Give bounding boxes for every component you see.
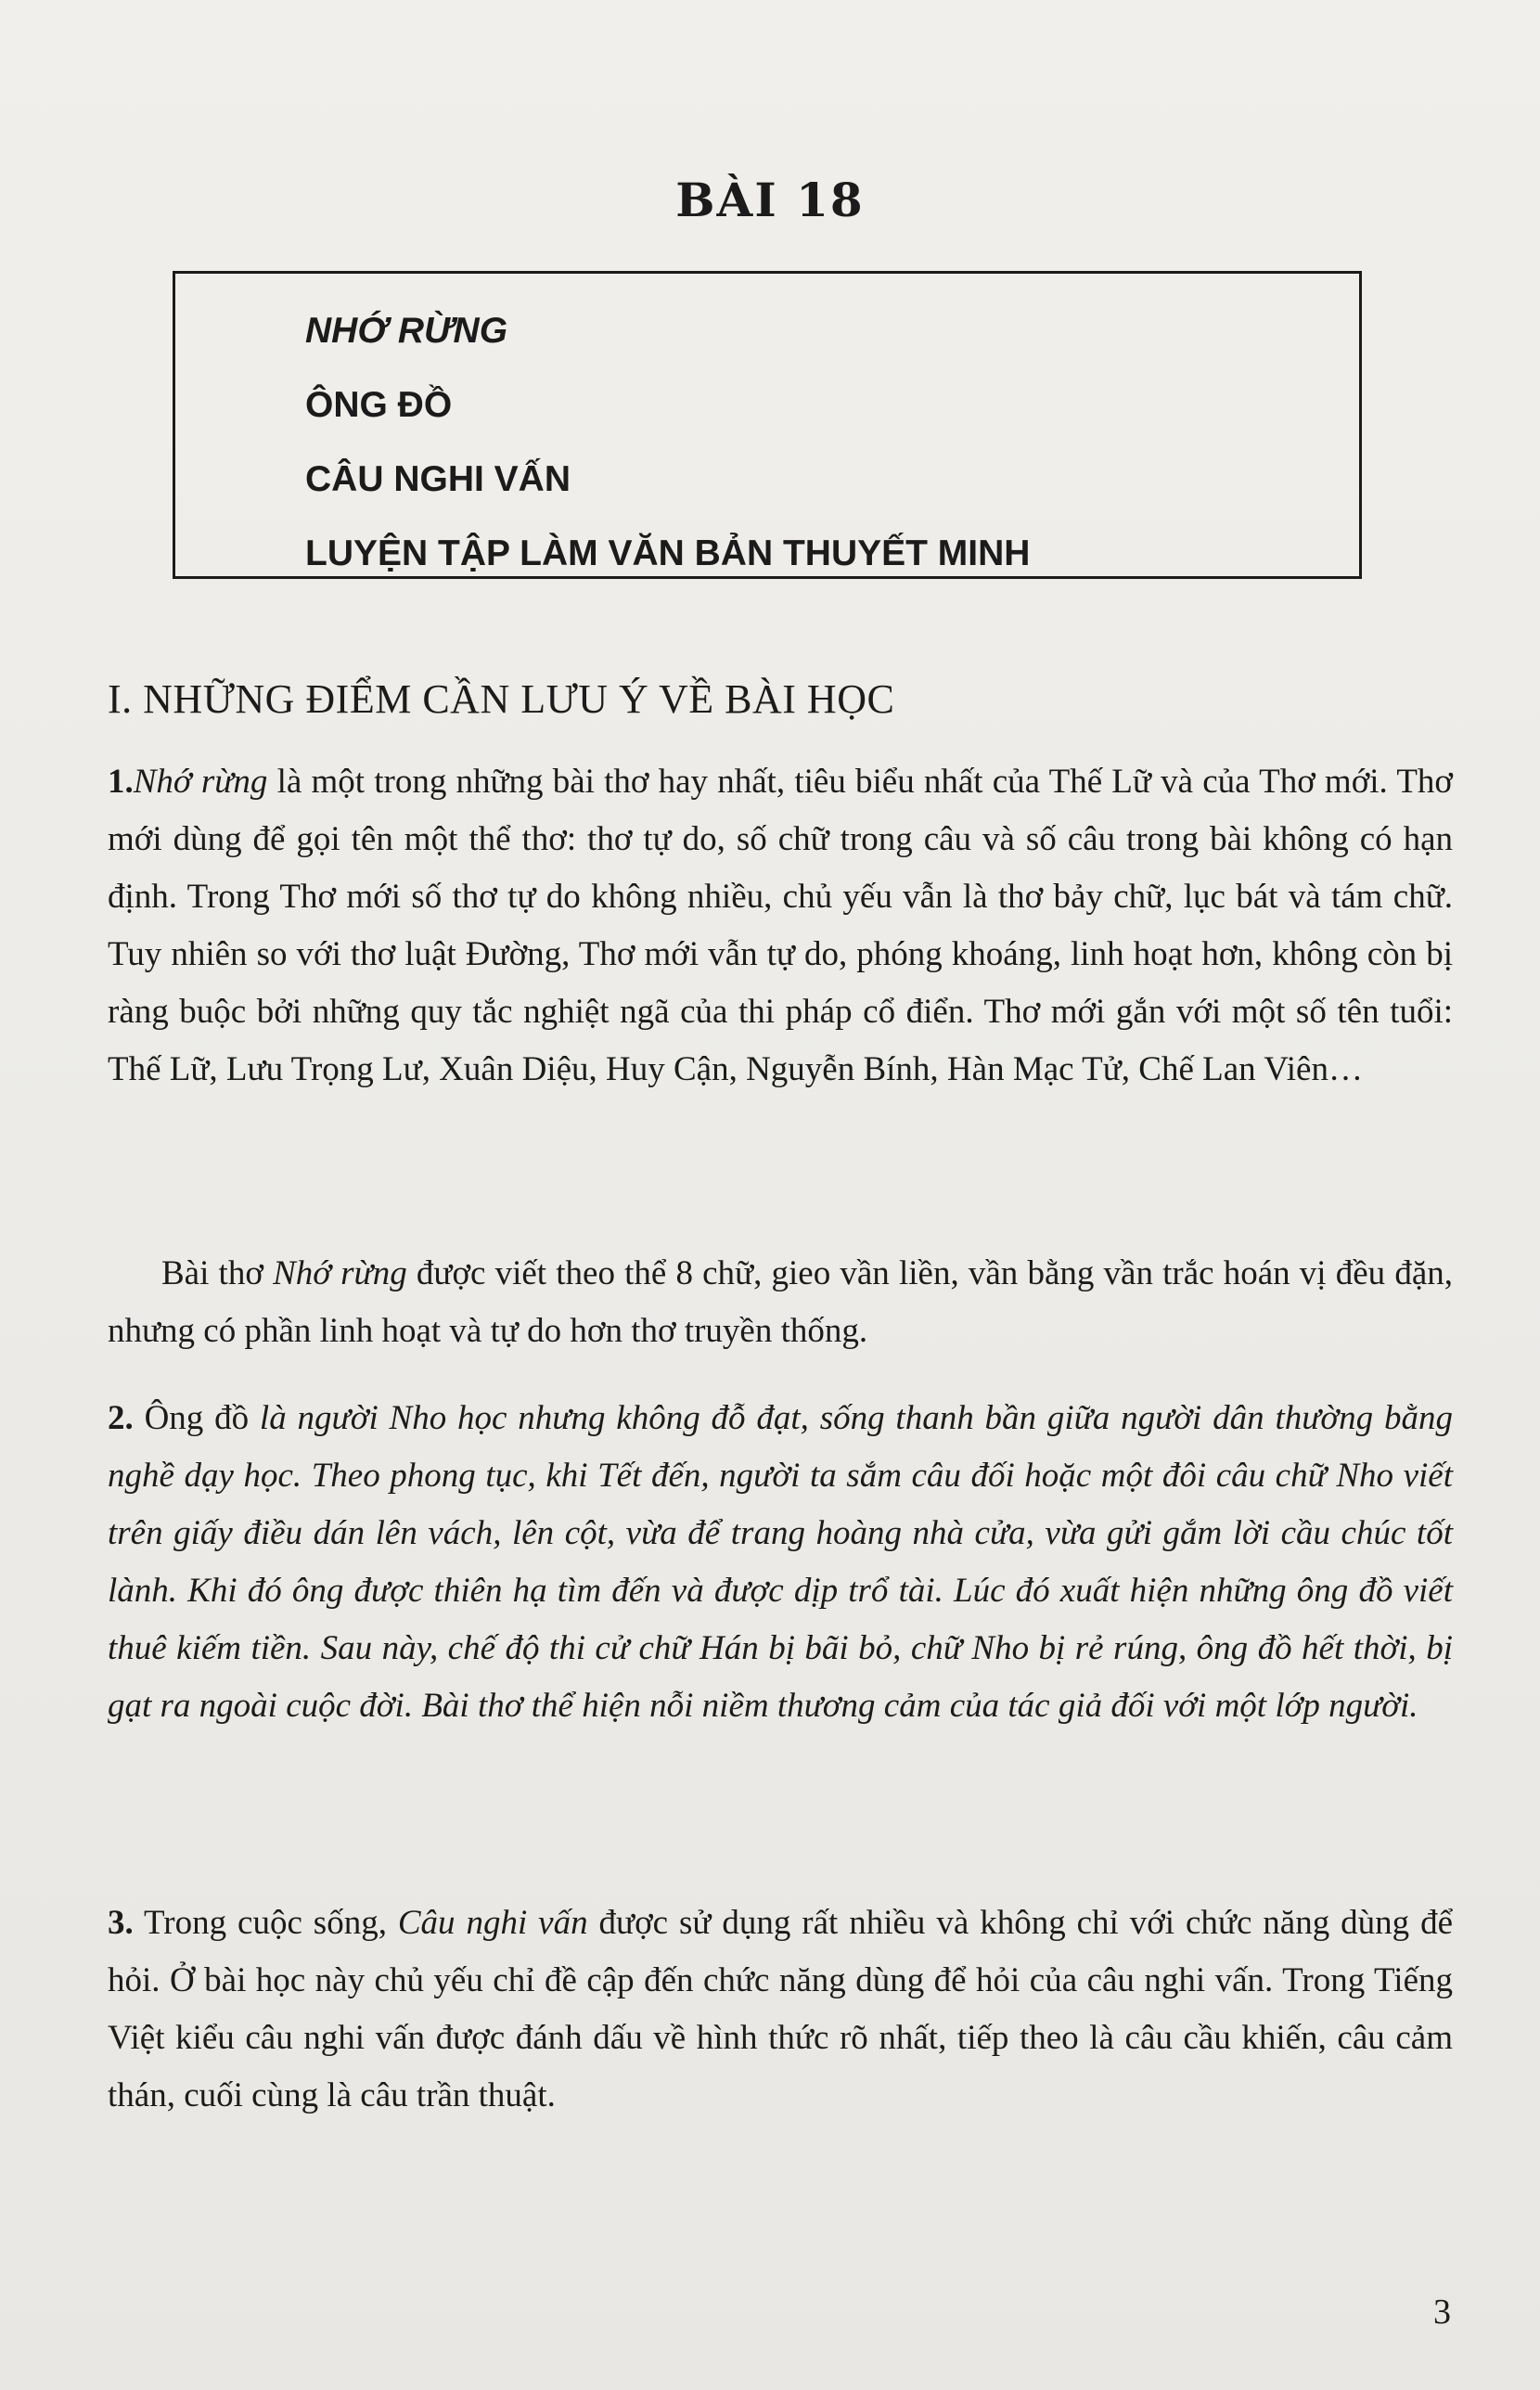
section-heading: I. NHỮNG ĐIỂM CẦN LƯU Ý VỀ BÀI HỌC [108,676,895,722]
lesson-title: BÀI 18 [675,173,865,227]
paragraph-lead: Ông đồ [133,1399,250,1437]
lesson-topics-box [173,271,1362,579]
paragraph-lead: Trong cuộc sống, [133,1904,398,1942]
topic-nho-rung: NHỚ RỪNG [305,311,508,351]
paragraph-text: được sử dụng rất nhiều và không chỉ với chức năng dùng để hỏi. Ở bài học này chủ yếu chỉ đề cập đến chức năng dùng để hỏi của câu nghi vấn. Trong Tiếng Việt kiểu câu nghi vấn được đánh dấu về hình thức rõ nhất, tiếp theo là câu cầu khiến, câu cảm thán, cuối cùng là câu trần thuật. [108,1904,1453,2114]
paragraph-1 [108,753,1453,1099]
lesson-title-italic: Câu nghi vấn [397,1904,588,1942]
paragraph-lead: Bài thơ [161,1254,274,1292]
topic-luyen-tap: LUYỆN TẬP LÀM VĂN BẢN THUYẾT MINH [305,533,1031,573]
paragraph-text-italic: là người Nho học nhưng không đỗ đạt, sống thanh bần giữa người dân thường bằng nghề dạy học. Theo phong tục, khi Tết đến, người ta sắm câu đối hoặc một đôi câu chữ Nho viết trên giấy điều dán lên vách, lên cột, vừa để trang hoàng nhà cửa, vừa gửi gắm lời cầu chúc tốt lành. Khi đó ông được thiên hạ tìm đến và được dịp trổ tài. Lúc đó xuất hiện những ông đồ viết thuê kiếm tiền. Sau này, chế độ thi cử chữ Hán bị bãi bỏ, chữ Nho bị rẻ rúng, ông đồ hết thời, bị gạt ra ngoài cuộc đời. Bài thơ thể hiện nỗi niềm thương cảm của tác giả đối với một lớp người. [108,1399,1453,1725]
paragraph-number: 1. [108,763,134,801]
poem-title: Nhớ rừng [133,763,268,801]
page-number: 3 [1433,2293,1451,2332]
topic-cau-nghi-van: CÂU NGHI VẤN [305,459,571,499]
paragraph-text: là một trong những bài thơ hay nhất, tiêu biểu nhất của Thế Lữ và của Thơ mới. Thơ mới dùng để gọi tên một thể thơ: thơ tự do, số chữ trong câu và số câu trong bài không có hạn định. Trong Thơ mới số thơ tự do không nhiều, chủ yếu vẫn là thơ bảy chữ, lục bát và tám chữ. Tuy nhiên so với thơ luật Đường, Thơ mới vẫn tự do, phóng khoáng, linh hoạt hơn, không còn bị ràng buộc bởi những quy tắc nghiệt ngã của thi pháp cổ điển. Thơ mới gắn với một số tên tuổi: Thế Lữ, Lưu Trọng Lư, Xuân Diệu, Huy Cận, Nguyễn Bính, Hàn Mạc Tử, Chế Lan Viên… [108,763,1453,1088]
poem-title: Nhớ rừng [273,1254,407,1292]
paragraph-2 [108,1245,1453,1360]
paragraph-number: 3. [108,1904,134,1942]
topic-ong-do: ÔNG ĐỒ [305,385,453,425]
paragraph-text: được viết theo thể 8 chữ, gieo vần liền, vần bằng vần trắc hoán vị đều đặn, nhưng có phần linh hoạt và tự do hơn thơ truyền thống. [108,1254,1453,1350]
paragraph-number: 2. [108,1399,134,1437]
paragraph-3 [108,1390,1453,1735]
paragraph-4 [108,1895,1453,2125]
